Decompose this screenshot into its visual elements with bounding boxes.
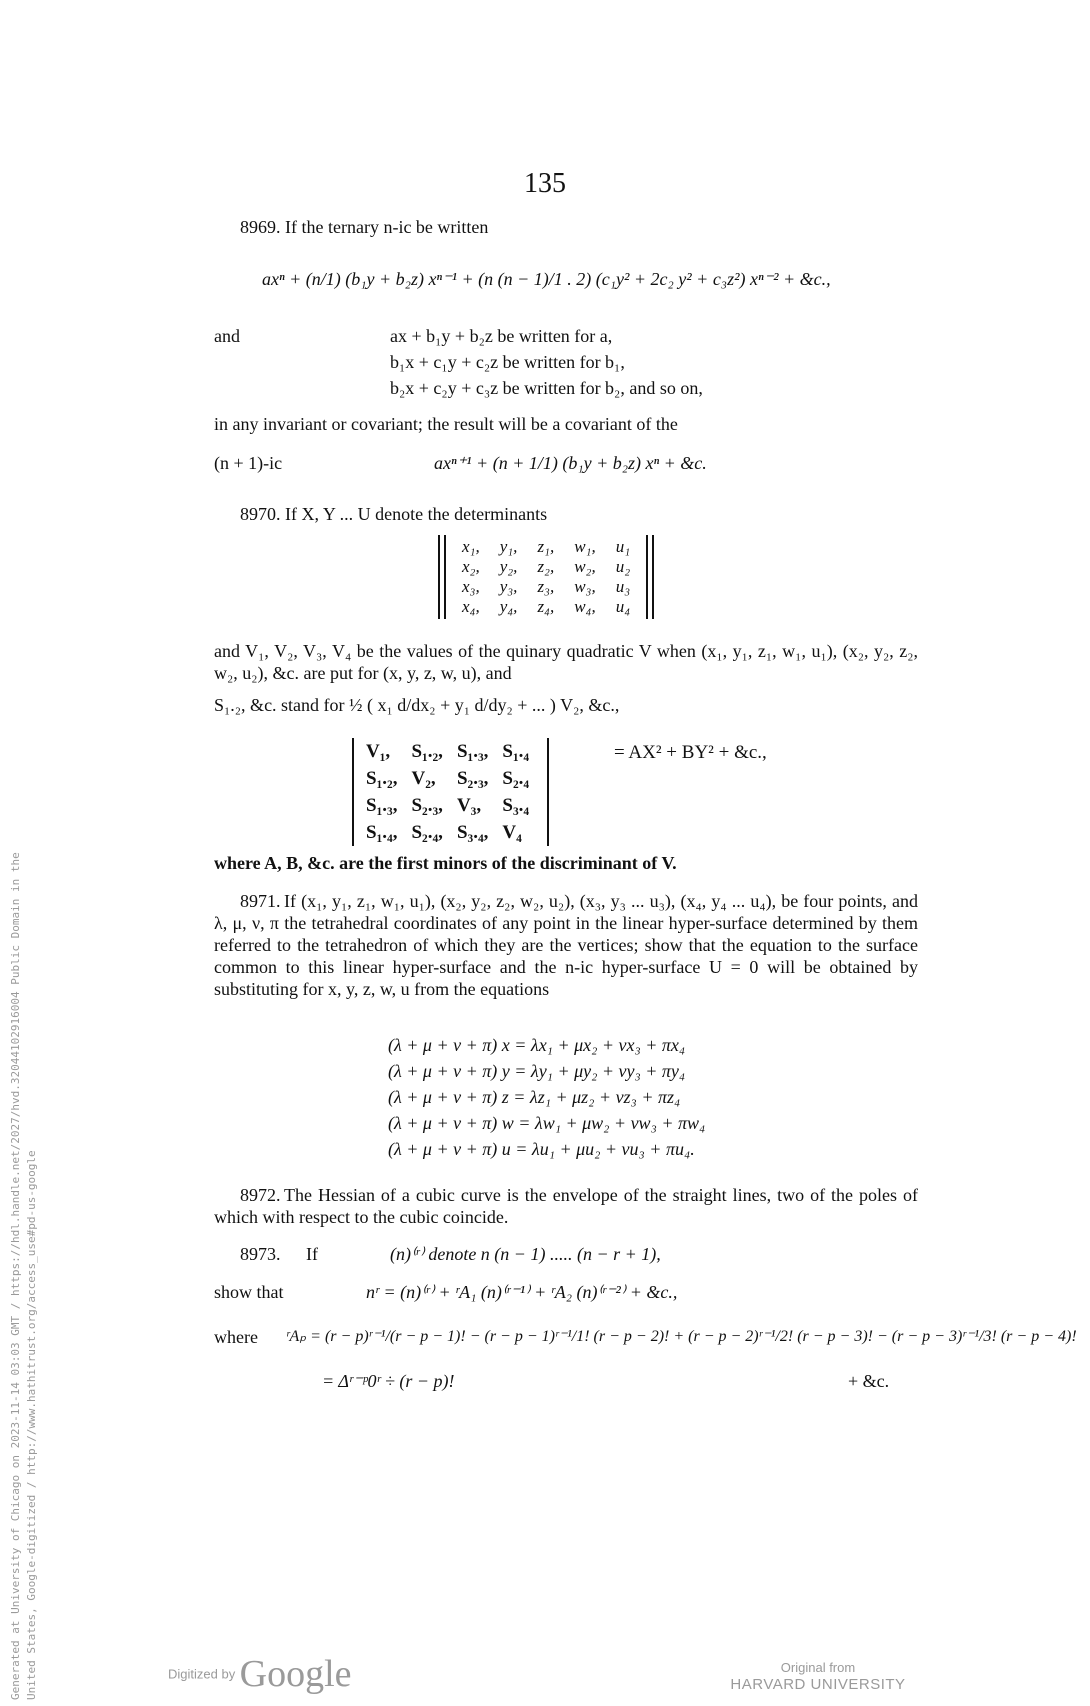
- problem-intro: If the ternary n-ic be written: [285, 217, 489, 237]
- digitized-by-label: Digitized by: [168, 1666, 236, 1682]
- where-label: where: [214, 1327, 258, 1347]
- equation-ternary: axⁿ + (n/1) (b₁y + b₂z) xⁿ⁻¹ + (n (n − 1)/1 . 2) (c₁y² + 2c₂ y² + c₃z²) xⁿ⁻² + &c.,: [262, 269, 831, 289]
- factorial-definition: (n)⁽ʳ⁾ denote n (n − 1) ..... (n − r + 1),: [390, 1244, 661, 1264]
- etc-label: + &c.: [848, 1371, 890, 1391]
- coordinate-equation: (λ + μ + ν + π) x = λx₁ + μx₂ + νx₃ + πx₄: [388, 1035, 686, 1055]
- problem-8973-number: 8973.: [240, 1244, 281, 1264]
- substitution-1: ax + b₁y + b₂z be written for a,: [390, 326, 613, 346]
- substitution-3: b₂x + c₂y + c₃z be written for b₂, and so on,: [390, 378, 703, 398]
- problem-8969-heading: [240, 216, 488, 238]
- coefficient-formula: ʳAₚ = (r − p)ʳ⁻¹/(r − p − 1)! − (r − p − 1)ʳ⁻¹/1! (r − p − 2)! + (r − p − 2)ʳ⁻¹/2! (r − p − 3)! − (r − p − 3)ʳ⁻¹/3! (r − p − 4)!: [286, 1328, 1077, 1345]
- hathitrust-watermark: [2, 820, 42, 1700]
- n-plus-one-ic-label: (n + 1)-ic: [214, 453, 283, 473]
- problem-8970-heading: [240, 503, 547, 525]
- power-expansion: nʳ = (n)⁽ʳ⁾ + ʳA₁ (n)⁽ʳ⁻¹⁾ + ʳA₂ (n)⁽ʳ⁻²⁾ + &c.,: [366, 1282, 678, 1302]
- digitized-by-google: [168, 1652, 352, 1696]
- page-number: 135: [524, 168, 566, 199]
- determinant-row: x₄, y₄, z₄, w₄, u₄: [462, 597, 631, 616]
- discriminant-text: where A, B, &c. are the first minors of the discriminant of V.: [214, 853, 677, 873]
- coordinate-equation: (λ + μ + ν + π) u = λu₁ + μu₂ + νu₃ + πu₄.: [388, 1139, 695, 1159]
- original-from: [718, 1660, 918, 1694]
- determinant-row: x₃, y₃, z₃, w₃, u₃: [462, 577, 631, 596]
- quinary-quadratic-text: and V₁, V₂, V₃, V₄ be the values of the quinary quadratic V when (x₁, y₁, z₁, w₁, u₁), (x₂, y₂, z₂, w₂, u₂), &c. are put for (x, y, z, w, u), and: [214, 641, 918, 683]
- equation-covariant: axⁿ⁺¹ + (n + 1/1) (b₁y + b₂z) xⁿ + &c.: [434, 453, 707, 473]
- coordinate-equation: (λ + μ + ν + π) w = λw₁ + μw₂ + νw₃ + πw₄: [388, 1113, 706, 1133]
- google-logo: Google: [239, 1653, 352, 1695]
- matrix-row: S₁.₃, S₂.₃, V₃, S₃.₄: [366, 795, 530, 816]
- matrix-row: S₁.₂, V₂, S₂.₃, S₂.₄: [366, 768, 530, 789]
- and-label: and: [214, 326, 240, 346]
- determinant-row: x₁, y₁, z₁, w₁, u₁: [462, 537, 631, 556]
- coordinate-equation: (λ + μ + ν + π) y = λy₁ + μy₂ + νy₃ + πy₄: [388, 1061, 686, 1081]
- problem-intro: If X, Y ... U denote the determinants: [285, 504, 548, 524]
- covariant-text: in any invariant or covariant; the result will be a covariant of the: [214, 414, 678, 434]
- institution-label: HARVARD UNIVERSITY: [730, 1676, 906, 1693]
- s-definition-text: S₁.₂, &c. stand for ½ ( x₁ d/dx₂ + y₁ d/dy₂ + ... ) V₂, &c.,: [214, 695, 620, 715]
- if-label: If: [306, 1244, 318, 1264]
- hyper-surface-text: If (x₁, y₁, z₁, w₁, u₁), (x₂, y₂, z₂, w₂, u₂), (x₃, y₃ ... u₃), (x₄, y₄ ... u₄), be four points, and λ, μ, ν, π the tetrahedral coordinates of any point in the linear hyper-surface determined by them referred to the tetrahedron of which they are the vertices; show that the equation to the surface common to this linear hyper-surface and the n-ic hyper-surface U = 0 will be obtained by substituting for x, y, z, w, u from the equations: [214, 891, 918, 999]
- problem-8971-number: 8971.: [240, 891, 281, 911]
- matrix-row: S₁.₄, S₂.₄, S₃.₄, V₄: [366, 822, 522, 843]
- show-that-label: show that: [214, 1282, 284, 1302]
- watermark-text: Generated at University of Chicago on 2023-11-14 03:03 GMT / https://hdl.handle.net/2027/hvd.32044102916004 Public Domain in the United States, Google-digitized / http://www.hathitrust.org/access_use#pd-us-google: [9, 852, 38, 1700]
- matrix-rhs: = AX² + BY² + &c.,: [614, 742, 767, 763]
- determinant-row: x₂, y₂, z₂, w₂, u₂: [462, 557, 631, 576]
- problem-8972-number: 8972.: [240, 1185, 281, 1205]
- substitution-2: b₁x + c₁y + c₂z be written for b₁,: [390, 352, 625, 372]
- problem-number: 8970.: [240, 504, 281, 524]
- difference-formula: = Δʳ⁻ᵖ0ʳ ÷ (r − p)!: [322, 1371, 455, 1391]
- original-from-label: Original from: [780, 1660, 856, 1675]
- hessian-text: The Hessian of a cubic curve is the envelope of the straight lines, two of the poles of which with respect to the cubic coincide.: [214, 1185, 918, 1227]
- problem-number: 8969.: [240, 217, 281, 237]
- matrix-v-s: [352, 738, 549, 846]
- coordinate-equation: (λ + μ + ν + π) z = λz₁ + μz₂ + νz₃ + πz₄: [388, 1087, 681, 1107]
- matrix-row: V₁, S₁.₂, S₁.₃, S₁.₄: [366, 741, 530, 762]
- determinant-xyzwu: [438, 535, 654, 619]
